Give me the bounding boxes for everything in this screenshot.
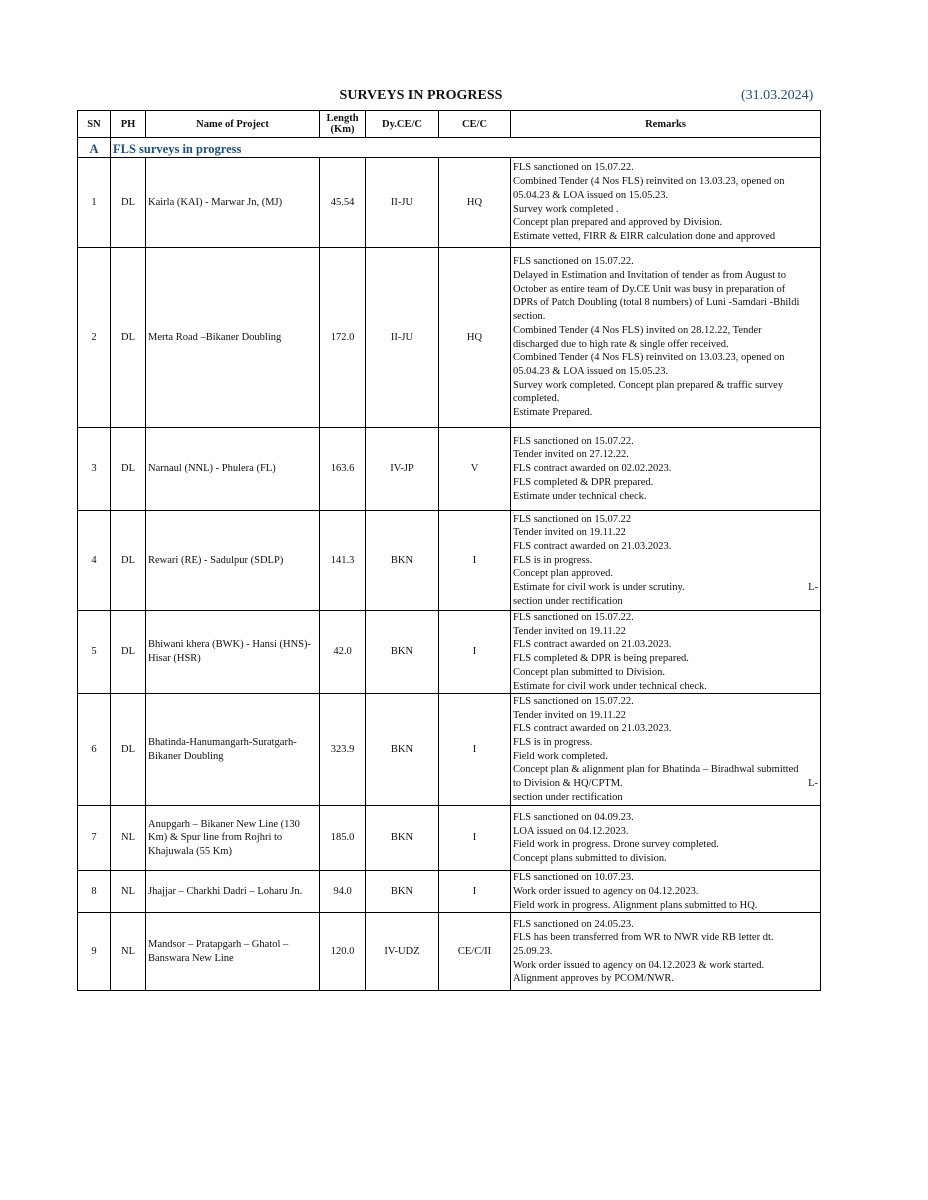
cell-sn: 9 [78, 913, 111, 991]
cell-cec: HQ [439, 248, 511, 428]
cell-remarks [511, 694, 821, 806]
section-row [78, 142, 821, 158]
cell-remarks [511, 248, 821, 428]
cell-project-name: Mandsor – Pratapgarh – Ghatol – Banswara New Line [146, 913, 320, 991]
remark-line: Combined Tender (4 Nos FLS) invited on 28.12.22, Tender [513, 324, 762, 336]
cell-remarks [511, 913, 821, 991]
remark-line: Alignment approves by PCOM/NWR. [513, 973, 674, 985]
col-cec: CE/C [439, 111, 511, 138]
cell-remarks [511, 428, 821, 511]
remark-line: Field work completed. [513, 750, 608, 762]
remark-line: Estimate under technical check. [513, 490, 647, 502]
cell-ph: NL [111, 806, 146, 871]
remark-line: section under rectification [513, 595, 623, 607]
cell-project-name: Bhatinda-Hanumangarh-Suratgarh-Bikaner Doubling [146, 694, 320, 806]
cell-sn: 7 [78, 806, 111, 871]
remark-line: Concept plans submitted to division. [513, 852, 667, 864]
section-label: FLS surveys in progress [111, 142, 821, 158]
remark-line: section. [513, 311, 546, 323]
cell-project-name: Jhajjar – Charkhi Dadri – Loharu Jn. [146, 871, 320, 913]
cell-cec: I [439, 694, 511, 806]
remark-line: 05.04.23 & LOA issued on 15.05.23. [513, 365, 669, 377]
remark-line: LOA issued on 04.12.2023. [513, 825, 629, 837]
table-row [78, 511, 821, 611]
surveys-table [77, 110, 821, 991]
cell-ph: DL [111, 694, 146, 806]
remark-line: FLS sanctioned on 15.07.22. [513, 435, 634, 447]
remark-line: Concept plan approved. [513, 568, 614, 580]
table-row [78, 611, 821, 694]
remark-line: Work order issued to agency on 04.12.2023. [513, 885, 699, 897]
remark-line-tail: L- [808, 778, 818, 790]
table-row [78, 806, 821, 871]
cell-sn: 2 [78, 248, 111, 428]
remark-line: FLS completed & DPR is being prepared. [513, 653, 689, 665]
table-row [78, 428, 821, 511]
cell-length: 141.3 [320, 511, 366, 611]
cell-project-name: Anupgarh – Bikaner New Line (130 Km) & Spur line from Rojhri to Khajuwala (55 Km) [146, 806, 320, 871]
cell-ph: NL [111, 913, 146, 991]
table-header-row [78, 111, 821, 138]
remark-line: Concept plan prepared and approved by Division. [513, 217, 723, 229]
cell-dyce: BKN [366, 806, 439, 871]
cell-ph: DL [111, 158, 146, 248]
remark-line: FLS contract awarded on 02.02.2023. [513, 463, 672, 475]
cell-cec: I [439, 611, 511, 694]
page-title: SURVEYS IN PROGRESS [339, 88, 503, 103]
cell-cec: V [439, 428, 511, 511]
col-length [320, 111, 366, 138]
col-ph: PH [111, 111, 146, 138]
section-letter: A [78, 142, 111, 158]
remark-line: FLS sanctioned on 15.07.22 [513, 513, 632, 525]
cell-length: 94.0 [320, 871, 366, 913]
remark-line: Tender invited on 27.12.22. [513, 449, 629, 461]
cell-sn: 3 [78, 428, 111, 511]
cell-length: 323.9 [320, 694, 366, 806]
cell-cec: I [439, 871, 511, 913]
remark-line: FLS is in progress. [513, 554, 593, 566]
cell-ph: DL [111, 248, 146, 428]
remark-line: 25.09.23. [513, 945, 553, 957]
cell-sn: 5 [78, 611, 111, 694]
table-row [78, 913, 821, 991]
remark-line: Combined Tender (4 Nos FLS) reinvited on 13.03.23, opened on [513, 352, 785, 364]
remark-line: DPRs of Patch Doubling (total 8 numbers) of Luni -Samdari -Bhildi [513, 297, 800, 309]
cell-length: 120.0 [320, 913, 366, 991]
cell-remarks [511, 158, 821, 248]
cell-dyce: II-JU [366, 248, 439, 428]
remark-line: Delayed in Estimation and Invitation of tender as from August to [513, 269, 786, 281]
cell-dyce: BKN [366, 871, 439, 913]
remark-line: Combined Tender (4 Nos FLS) reinvited on 13.03.23, opened on [513, 176, 785, 188]
remark-line: FLS sanctioned on 10.07.23. [513, 872, 634, 884]
remark-line: Survey work completed . [513, 203, 619, 215]
remark-line: Work order issued to agency on 04.12.2023 & work started. [513, 959, 765, 971]
cell-dyce: IV-UDZ [366, 913, 439, 991]
cell-cec: CE/C/II [439, 913, 511, 991]
remark-line: FLS completed & DPR prepared. [513, 476, 654, 488]
table-row [78, 248, 821, 428]
cell-cec: I [439, 511, 511, 611]
cell-remarks [511, 871, 821, 913]
table-row [78, 158, 821, 248]
remark-line: discharged due to high rate & single offer received. [513, 338, 729, 350]
remark-line: Estimate Prepared. [513, 407, 593, 419]
cell-length: 45.54 [320, 158, 366, 248]
remark-line: Tender invited on 19.11.22 [513, 709, 626, 721]
remark-line: Tender invited on 19.11.22 [513, 625, 626, 637]
cell-ph: DL [111, 611, 146, 694]
table-row [78, 871, 821, 913]
cell-cec: I [439, 806, 511, 871]
remark-line: FLS sanctioned on 04.09.23. [513, 811, 634, 823]
remark-line: Field work in progress. Alignment plans submitted to HQ. [513, 899, 758, 911]
cell-ph: NL [111, 871, 146, 913]
remark-line: FLS sanctioned on 15.07.22. [513, 256, 634, 268]
cell-project-name: Kairla (KAI) - Marwar Jn, (MJ) [146, 158, 320, 248]
remark-line: October as entire team of Dy.CE Unit was busy in preparation of [513, 283, 786, 295]
cell-project-name: Rewari (RE) - Sadulpur (SDLP) [146, 511, 320, 611]
remark-line: 05.04.23 & LOA issued on 15.05.23. [513, 189, 669, 201]
cell-project-name: Merta Road –Bikaner Doubling [146, 248, 320, 428]
remark-line: Estimate for civil work under technical check. [513, 680, 707, 692]
cell-dyce: BKN [366, 694, 439, 806]
col-sn: SN [78, 111, 111, 138]
remark-line: Estimate for civil work is under scrutiny. L- [513, 582, 818, 594]
cell-remarks [511, 511, 821, 611]
col-name: Name of Project [146, 111, 320, 138]
remark-line: FLS is in progress. [513, 737, 593, 749]
col-dyce: Dy.CE/C [366, 111, 439, 138]
cell-sn: 4 [78, 511, 111, 611]
cell-length: 172.0 [320, 248, 366, 428]
remark-line: FLS contract awarded on 21.03.2023. [513, 639, 672, 651]
cell-ph: DL [111, 511, 146, 611]
remark-line: FLS sanctioned on 24.05.23. [513, 918, 634, 930]
report-date: (31.03.2024) [741, 88, 814, 103]
remark-line: completed. [513, 393, 560, 405]
cell-cec: HQ [439, 158, 511, 248]
col-length-line1: Length [326, 113, 359, 124]
remark-line: FLS contract awarded on 21.03.2023. [513, 540, 672, 552]
remark-line: to Division & HQ/CPTM. L- [513, 778, 818, 790]
cell-dyce: BKN [366, 511, 439, 611]
cell-dyce: II-JU [366, 158, 439, 248]
remark-line: Field work in progress. Drone survey completed. [513, 839, 719, 851]
remark-line: FLS sanctioned on 15.07.22. [513, 162, 634, 174]
cell-remarks [511, 806, 821, 871]
remark-line: Tender invited on 19.11.22 [513, 527, 626, 539]
cell-sn: 1 [78, 158, 111, 248]
cell-dyce: BKN [366, 611, 439, 694]
remark-line: FLS sanctioned on 15.07.22. [513, 612, 634, 623]
cell-project-name: Narnaul (NNL) - Phulera (FL) [146, 428, 320, 511]
remark-line: Survey work completed. Concept plan prepared & traffic survey [513, 379, 784, 391]
table-row [78, 694, 821, 806]
remark-line: section under rectification [513, 791, 623, 803]
remark-line: FLS sanctioned on 15.07.22. [513, 695, 634, 707]
cell-remarks [511, 611, 821, 694]
cell-sn: 8 [78, 871, 111, 913]
cell-sn: 6 [78, 694, 111, 806]
remark-line: Concept plan submitted to Division. [513, 666, 665, 678]
cell-length: 42.0 [320, 611, 366, 694]
cell-length: 163.6 [320, 428, 366, 511]
remark-line: Concept plan & alignment plan for Bhatinda – Biradhwal submitted [513, 764, 799, 776]
remark-line: FLS has been transferred from WR to NWR vide RB letter dt. [513, 932, 774, 944]
cell-ph: DL [111, 428, 146, 511]
cell-dyce: IV-JP [366, 428, 439, 511]
cell-length: 185.0 [320, 806, 366, 871]
remark-line: Estimate vetted, FIRR & EIRR calculation done and approved [513, 230, 776, 242]
remark-line: FLS contract awarded on 21.03.2023. [513, 723, 672, 735]
remark-line-tail: L- [808, 582, 818, 594]
cell-project-name: Bhiwani khera (BWK) - Hansi (HNS)-Hisar (HSR) [146, 611, 320, 694]
col-length-line2: (Km) [330, 124, 355, 135]
col-remarks: Remarks [511, 111, 821, 138]
